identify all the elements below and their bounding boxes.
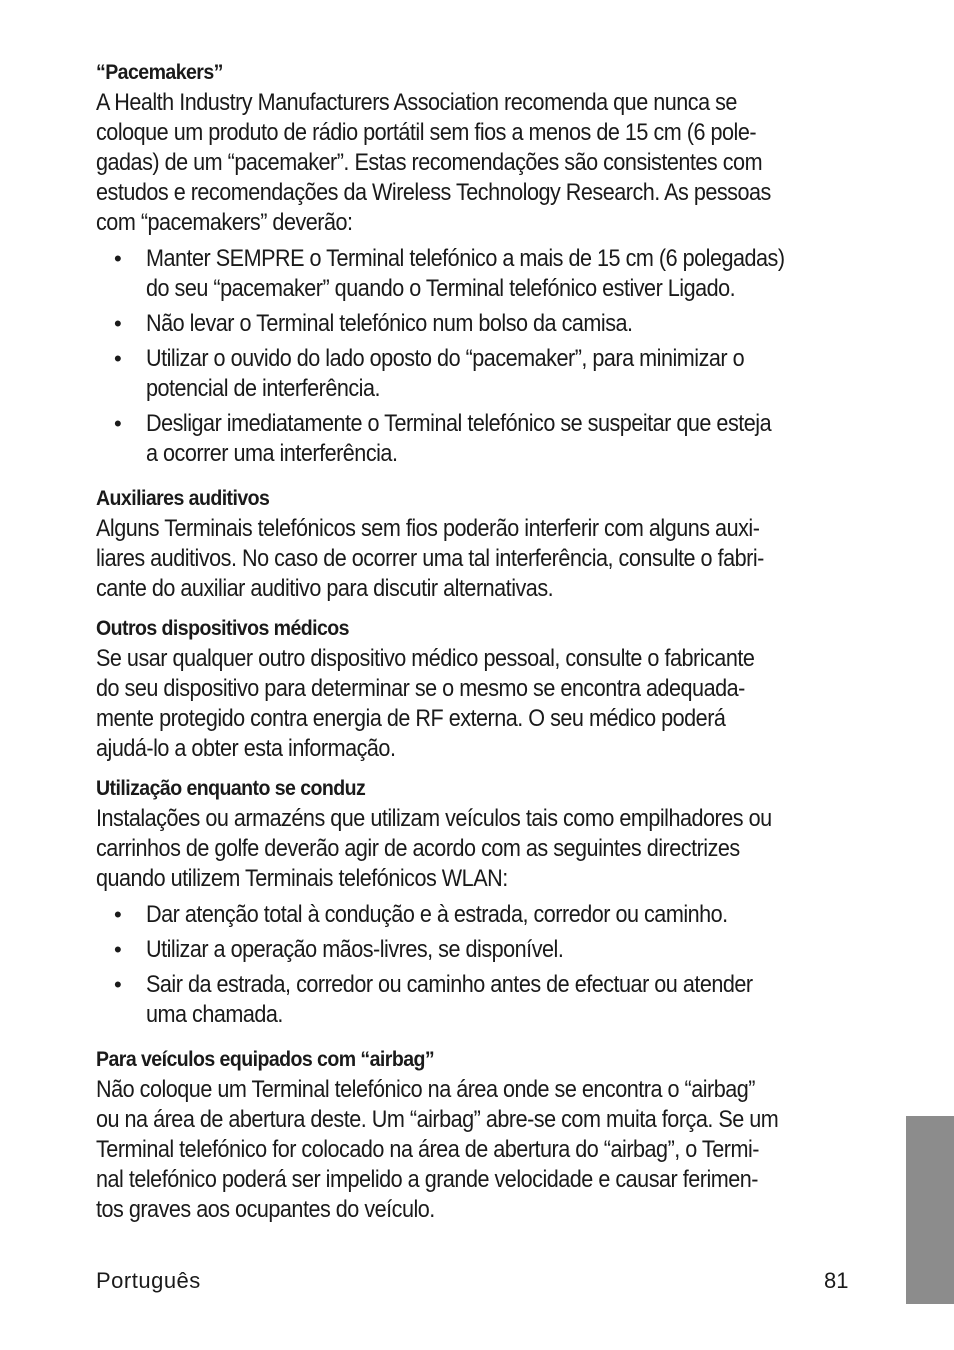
list-item [96, 970, 856, 1030]
section-paragraph [96, 88, 856, 238]
footer-language: Português [96, 1268, 201, 1293]
text-line: Manter SEMPRE o Terminal telefónico a mais de 15 cm (6 polegadas) [146, 245, 785, 272]
bullet-icon: • [114, 246, 122, 271]
section-paragraph [96, 804, 856, 894]
text-line: ajudá-lo a obter esta informação. [96, 735, 396, 762]
section-heading: “Pacemakers” [96, 61, 223, 84]
spacer [96, 764, 856, 774]
bullet-icon: • [114, 972, 122, 997]
bullet-list [96, 900, 856, 1030]
text-line: do seu dispositivo para determinar se o mesmo se encontra adequada- [96, 675, 745, 702]
spacer [96, 1035, 856, 1045]
bullet-icon: • [114, 346, 122, 371]
text-line: com “pacemakers” deverão: [96, 209, 353, 236]
bullet-list [96, 244, 856, 469]
text-line: a ocorrer uma interferência. [146, 440, 398, 467]
list-item [96, 935, 856, 965]
page-number: 81 [824, 1268, 849, 1293]
bullet-icon: • [114, 902, 122, 927]
text-line: tos graves aos ocupantes do veículo. [96, 1196, 435, 1223]
text-line: estudos e recomendações da Wireless Technology Research. As pessoas [96, 179, 771, 206]
text-line: Dar atenção total à condução e à estrada, corredor ou caminho. [146, 901, 728, 928]
text-line: Não levar o Terminal telefónico num bolso da camisa. [146, 310, 633, 337]
text-line: ou na área de abertura deste. Um “airbag” abre-se com muita força. Se um [96, 1106, 779, 1133]
list-item [96, 309, 856, 339]
text-line: Se usar qualquer outro dispositivo médico pessoal, consulte o fabricante [96, 645, 755, 672]
bullet-icon: • [114, 311, 122, 336]
spacer [96, 604, 856, 614]
bullet-icon: • [114, 411, 122, 436]
list-item [96, 900, 856, 930]
text-line: gadas) de um “pacemaker”. Estas recomendações são consistentes com [96, 149, 763, 176]
section-driving [96, 774, 856, 1030]
section-pacemakers [96, 58, 856, 469]
text-line: cante do auxiliar auditivo para discutir alternativas. [96, 575, 554, 602]
list-item [96, 244, 856, 304]
text-line: coloque um produto de rádio portátil sem fios a menos de 15 cm (6 pole- [96, 119, 757, 146]
bullet-icon: • [114, 937, 122, 962]
text-line: Terminal telefónico for colocado na área de abertura do “airbag”, o Termi- [96, 1136, 759, 1163]
text-line: Utilizar a operação mãos-livres, se disponível. [146, 936, 564, 963]
section-heading: Auxiliares auditivos [96, 487, 270, 510]
section-paragraph [96, 1075, 856, 1225]
text-line: Instalações ou armazéns que utilizam veículos tais como empilhadores ou [96, 805, 772, 832]
text-line: potencial de interferência. [146, 375, 380, 402]
text-line: mente protegido contra energia de RF externa. O seu médico poderá [96, 705, 726, 732]
list-item [96, 409, 856, 469]
section-thumb-tab [906, 1116, 954, 1304]
text-line: A Health Industry Manufacturers Association recomenda que nunca se [96, 89, 737, 116]
text-line: do seu “pacemaker” quando o Terminal telefónico estiver Ligado. [146, 275, 736, 302]
text-line: liares auditivos. No caso de ocorrer uma tal interferência, consulte o fabri- [96, 545, 764, 572]
text-line: Desligar imediatamente o Terminal telefónico se suspeitar que esteja [146, 410, 772, 437]
section-paragraph [96, 514, 856, 604]
section-other-medical-devices [96, 614, 856, 764]
section-heading: Utilização enquanto se conduz [96, 777, 366, 800]
page-body [96, 58, 856, 1225]
section-heading: Outros dispositivos médicos [96, 617, 349, 640]
text-line: uma chamada. [146, 1001, 283, 1028]
section-paragraph [96, 644, 856, 764]
text-line: nal telefónico poderá ser impelido a grande velocidade e causar ferimen- [96, 1166, 758, 1193]
text-line: quando utilizem Terminais telefónicos WLAN: [96, 865, 508, 892]
spacer [96, 474, 856, 484]
text-line: Não coloque um Terminal telefónico na área onde se encontra o “airbag” [96, 1076, 755, 1103]
list-item [96, 344, 856, 404]
section-airbag [96, 1045, 856, 1225]
text-line: Alguns Terminais telefónicos sem fios poderão interferir com alguns auxi- [96, 515, 760, 542]
text-line: Utilizar o ouvido do lado oposto do “pacemaker”, para minimizar o [146, 345, 745, 372]
text-line: Sair da estrada, corredor ou caminho antes de efectuar ou atender [146, 971, 753, 998]
section-hearing-aids [96, 484, 856, 604]
section-heading: Para veículos equipados com “airbag” [96, 1048, 435, 1071]
text-line: carrinhos de golfe deverão agir de acordo com as seguintes directrizes [96, 835, 740, 862]
